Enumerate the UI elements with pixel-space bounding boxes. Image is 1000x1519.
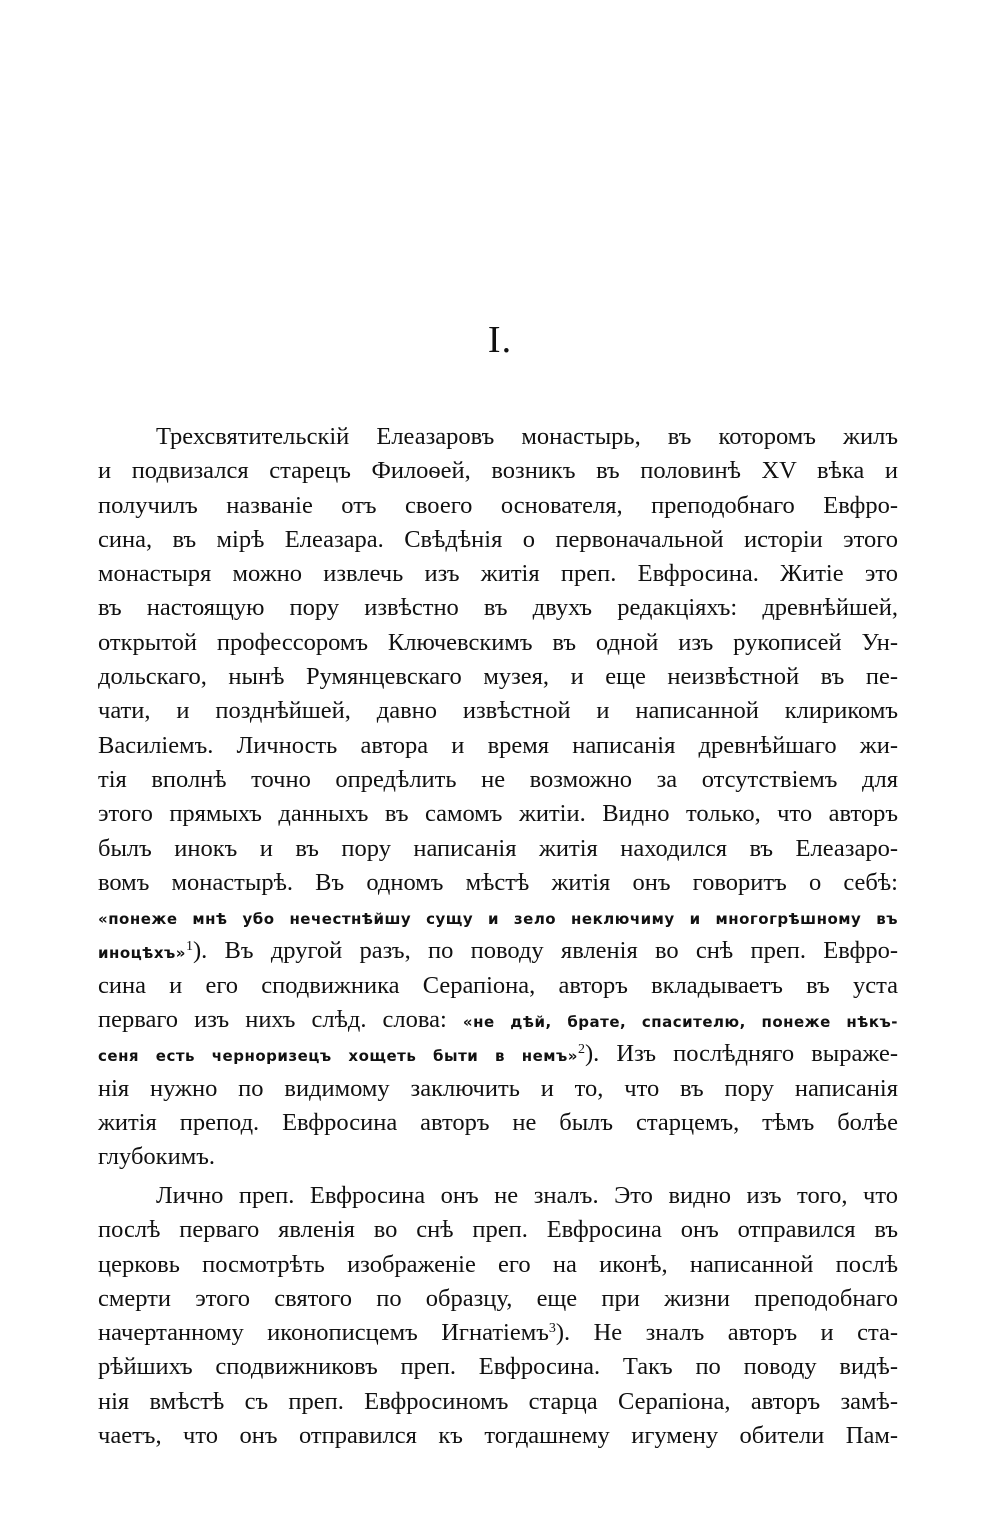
- text-line: въ настоящую пору извѣстно въ двухъ редакціяхъ: древнѣйшей,: [98, 594, 898, 622]
- text-line: [98, 934, 898, 968]
- slavonic-quote: иноцѣхъ»: [98, 944, 186, 963]
- text-line: тія вполнѣ точно опредѣлить не возможно за отсутствіемъ для: [98, 765, 898, 793]
- text-line: былъ инокъ и въ пору написанія житія находился въ Елеазаро-: [98, 834, 898, 862]
- text-line: [98, 1003, 898, 1037]
- text-line: вомъ монастырѣ. Въ одномъ мѣстѣ житія онъ говоритъ о себѣ:: [98, 868, 898, 896]
- footnote-ref: 3: [548, 1321, 556, 1337]
- text-line: Трехсвятительскій Елеазаровъ монастырь, въ которомъ жилъ: [156, 423, 898, 450]
- text-line: послѣ перваго явленія во снѣ преп. Евфросина онъ отправился въ: [98, 1216, 898, 1244]
- text-line: и подвизался старецъ Филоѳей, возникъ въ половинѣ XV вѣка и: [98, 457, 898, 485]
- footnote-ref: 2: [578, 1042, 585, 1058]
- text-run: ). Въ другой разъ, по поводу явленія во снѣ преп. Евфро-: [192, 937, 898, 965]
- chapter-heading: I.: [487, 319, 513, 361]
- text-line: этого прямыхъ данныхъ въ самомъ житіи. Видно только, что авторъ: [98, 800, 898, 828]
- text-run: ). Не зналъ авторъ и ста-: [555, 1319, 898, 1347]
- text-line: рѣйшихъ сподвижниковъ преп. Евфросина. Такъ по поводу видѣ-: [98, 1353, 898, 1381]
- text-line: нія нужно по видимому заключить и то, что въ пору написанія: [98, 1074, 898, 1102]
- text-line: открытой профессоромъ Ключевскимъ въ одной изъ рукописей Ун-: [98, 628, 898, 656]
- text-run: начертанному иконописцемъ Игнатіемъ: [98, 1319, 549, 1347]
- text-line: нія вмѣстѣ съ преп. Евфросиномъ старца Серапіона, авторъ замѣ-: [98, 1387, 898, 1415]
- text-line: [98, 1316, 898, 1350]
- text-line: монастыря можно извлечь изъ житія преп. Евфросина. Житіе это: [98, 560, 898, 588]
- paragraph-1: [98, 420, 898, 1175]
- text-line: смерти этого святого по образцу, еще при жизни преподобнаго: [98, 1284, 898, 1312]
- paragraph-2: [98, 1179, 898, 1453]
- slavonic-quote: сеня есть черноризецъ хощеть быти в немъ»: [98, 1047, 578, 1066]
- text-run: перваго изъ нихъ слѣд. слова:: [98, 1006, 447, 1034]
- text-line: чати, и позднѣйшей, давно извѣстной и написанной клирикомъ: [98, 697, 898, 725]
- text-line: дольскаго, нынѣ Румянцевскаго музея, и еще неизвѣстной въ пе-: [98, 663, 898, 691]
- slavonic-quote: «понеже мнѣ убо нечестнѣйшу сущу и зело неключиму и многогрѣшному въ: [98, 910, 898, 929]
- text-line: получилъ названіе отъ своего основателя, преподобнаго Евфро-: [98, 491, 898, 519]
- text-line: житія препод. Евфросина авторъ не былъ старцемъ, тѣмъ болѣе: [98, 1108, 898, 1136]
- slavonic-quote: «не дѣй, брате, спасителю, понеже нѣкъ-: [462, 1013, 899, 1032]
- text-line: [98, 1037, 898, 1071]
- text-run: ). Изъ послѣдняго выраже-: [585, 1040, 899, 1068]
- text-line: Лично преп. Евфросина онъ не зналъ. Это видно изъ того, что: [156, 1182, 898, 1209]
- text-line: глубокимъ.: [98, 1143, 215, 1171]
- text-line: сина, въ мірѣ Елеазара. Свѣдѣнія о первоначальной исторіи этого: [98, 525, 898, 553]
- footnote-ref: 1: [185, 939, 193, 955]
- text-line: Василіемъ. Личность автора и время написанія древнѣйшаго жи-: [98, 731, 898, 759]
- text-line: церковь посмотрѣть изображеніе его на иконѣ, написанной послѣ: [98, 1250, 898, 1278]
- text-line-slavonic-quote: [98, 900, 898, 934]
- text-line: чаетъ, что онъ отправился къ тогдашнему игумену обители Пам-: [98, 1422, 898, 1450]
- text-line: сина и его сподвижника Серапіона, авторъ вкладываетъ въ уста: [98, 971, 898, 999]
